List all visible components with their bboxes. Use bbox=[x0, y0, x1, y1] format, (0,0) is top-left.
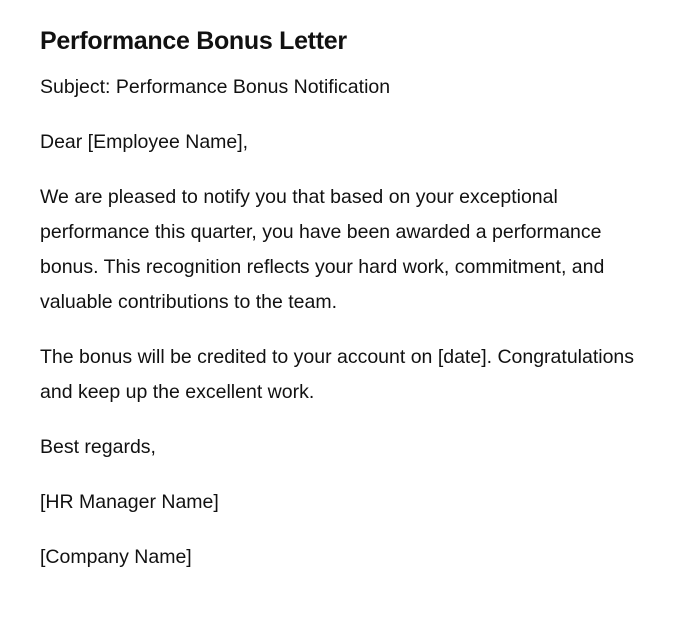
document-title: Performance Bonus Letter bbox=[40, 27, 347, 55]
body-paragraph: We are pleased to notify you that based on your exceptional performance this quarter, you have been awarded a performance bonus. This recognition reflects your hard work, commitment, and valuable contributions to the team. bbox=[40, 186, 605, 313]
subject-line: Subject: Performance Bonus Notification bbox=[40, 76, 391, 98]
closing: Best regards, bbox=[40, 436, 156, 458]
signer-name: [HR Manager Name] bbox=[40, 491, 219, 513]
body-paragraph: The bonus will be credited to your account on [date]. Congratulations and keep up the excellent work. bbox=[40, 346, 635, 403]
salutation: Dear [Employee Name], bbox=[40, 131, 249, 153]
company-name: [Company Name] bbox=[40, 546, 192, 568]
